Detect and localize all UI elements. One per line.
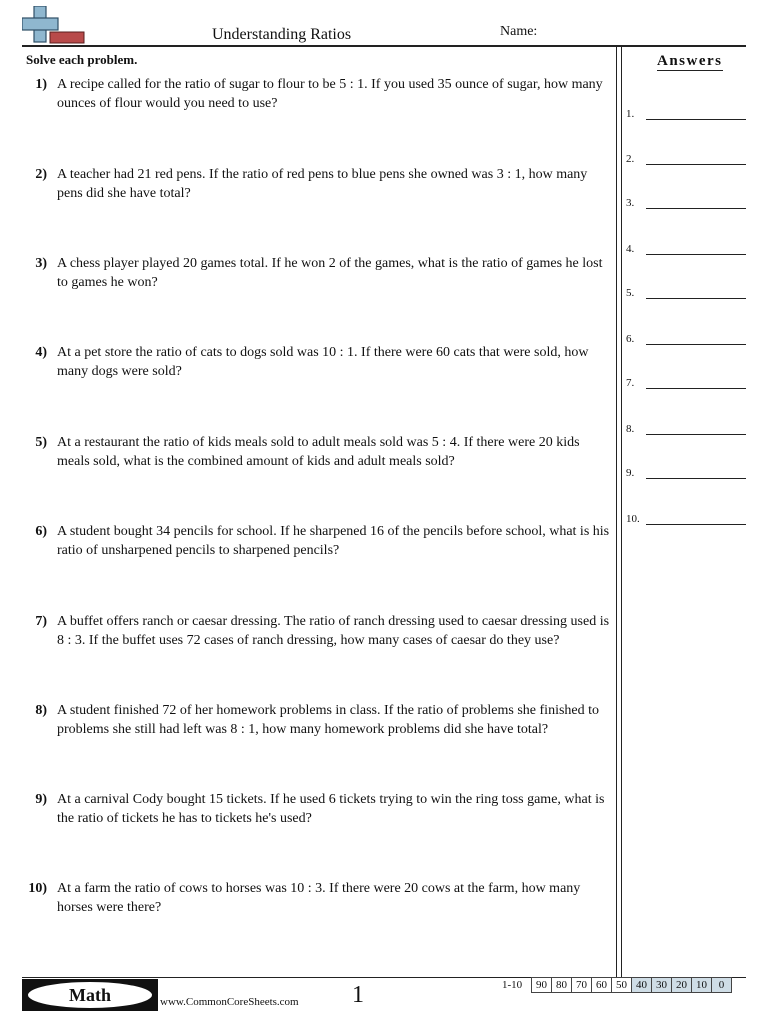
answer-line[interactable] [646,478,746,479]
answer-row-8[interactable] [626,419,746,435]
score-table [532,977,732,993]
score-cell: 0 [711,977,732,993]
problem-number: 8) [35,703,47,718]
answer-number: 2. [626,153,635,165]
problem-number: 5) [35,435,47,450]
answer-row-9[interactable] [626,463,746,479]
answer-number: 3. [626,197,635,209]
problem-9 [24,791,614,828]
answer-row-6[interactable] [626,329,746,345]
answer-number: 8. [626,423,635,435]
problem-text: At a restaurant the ratio of kids meals sold to adult meals sold was 5 : 4. If there were 20 kids meals sold, what is the combined amount of kids and adult meals sold? [57,435,580,469]
answer-line[interactable] [646,254,746,255]
problem-text: A teacher had 21 red pens. If the ratio of red pens to blue pens she owned was 3 : 1, how many pens did she have total? [57,167,588,201]
problem-5 [24,434,614,471]
math-label: Math [28,982,152,1008]
instructions: Solve each problem. [26,52,138,67]
page-title: Understanding Ratios [212,26,352,43]
score-cell: 60 [591,977,612,993]
name-label: Name: [500,24,538,39]
answer-row-10[interactable] [626,509,746,525]
problem-text: A student bought 34 pencils for school. If he sharpened 16 of the pencils before school, what is his ratio of unsharpened pencils to sharpened pencils? [57,524,610,558]
problem-number: 2) [35,167,47,182]
problem-text: At a farm the ratio of cows to horses was 10 : 3. If there were 20 cows at the farm, how many horses were there? [57,881,581,915]
answer-line[interactable] [646,208,746,209]
answer-row-3[interactable] [626,193,746,209]
problem-text: A student finished 72 of her homework problems in class. If the ratio of problems she finished to problems she still had left was 8 : 1, how many homework problems did she have total? [57,703,600,737]
answer-number: 5. [626,287,635,299]
problem-7 [24,613,614,650]
answer-number: 1. [626,108,635,120]
answer-row-2[interactable] [626,149,746,165]
problem-number: 7) [35,614,47,629]
problem-text: At a carnival Cody bought 15 tickets. If he used 6 tickets trying to win the ring toss game, what is the ratio of tickets he has to tickets he's used? [57,792,605,826]
problem-3 [24,255,614,292]
score-cell: 20 [671,977,692,993]
answers-title: Answers [657,53,723,69]
problem-text: A chess player played 20 games total. If he won 2 of the games, what is the ratio of games he lost to games he won? [57,256,603,290]
answer-row-4[interactable] [626,239,746,255]
score-cell: 10 [691,977,712,993]
answer-line[interactable] [646,164,746,165]
score-cell: 30 [651,977,672,993]
answer-row-5[interactable] [626,283,746,299]
page-number: 1 [352,982,364,1008]
header-rule [22,45,746,47]
answer-row-7[interactable] [626,373,746,389]
problem-2 [24,166,614,203]
answer-line[interactable] [646,434,746,435]
problem-10 [24,880,614,917]
score-cell: 80 [551,977,572,993]
answer-row-1[interactable] [626,104,746,120]
answer-number: 4. [626,243,635,255]
problem-6 [24,523,614,560]
answer-line[interactable] [646,344,746,345]
math-badge [22,979,158,1011]
problem-number: 3) [35,256,47,271]
score-cell: 90 [531,977,552,993]
answer-number: 7. [626,377,635,389]
score-cell: 50 [611,977,632,993]
problem-4 [24,344,614,381]
answer-line[interactable] [646,298,746,299]
problem-text: A buffet offers ranch or caesar dressing. The ratio of ranch dressing used to caesar dressing used is 8 : 3. If the buffet uses 72 cases of ranch dressing, how many cases of caesar do they use? [57,614,610,648]
problem-number: 6) [35,524,47,539]
problem-number: 10) [28,881,47,896]
problem-1 [24,76,614,113]
score-range-label: 1-10 [502,979,523,991]
answer-number: 9. [626,467,635,479]
answer-line[interactable] [646,524,746,525]
problem-number: 9) [35,792,47,807]
column-divider [616,47,622,977]
problem-number: 1) [35,77,47,92]
answer-line[interactable] [646,388,746,389]
answer-number: 6. [626,333,635,345]
problem-text: A recipe called for the ratio of sugar to flour to be 5 : 1. If you used 35 ounce of sugar, how many ounces of flour would you need to use? [57,77,603,111]
site-url: www.CommonCoreSheets.com [160,996,299,1008]
score-cell: 40 [631,977,652,993]
problem-8 [24,702,614,739]
plus-logo-icon [22,6,86,46]
problem-text: At a pet store the ratio of cats to dogs sold was 10 : 1. If there were 60 cats that were sold, how many dogs were sold? [57,345,589,379]
answer-number: 10. [626,513,640,525]
problem-number: 4) [35,345,47,360]
answer-line[interactable] [646,119,746,120]
score-cell: 70 [571,977,592,993]
